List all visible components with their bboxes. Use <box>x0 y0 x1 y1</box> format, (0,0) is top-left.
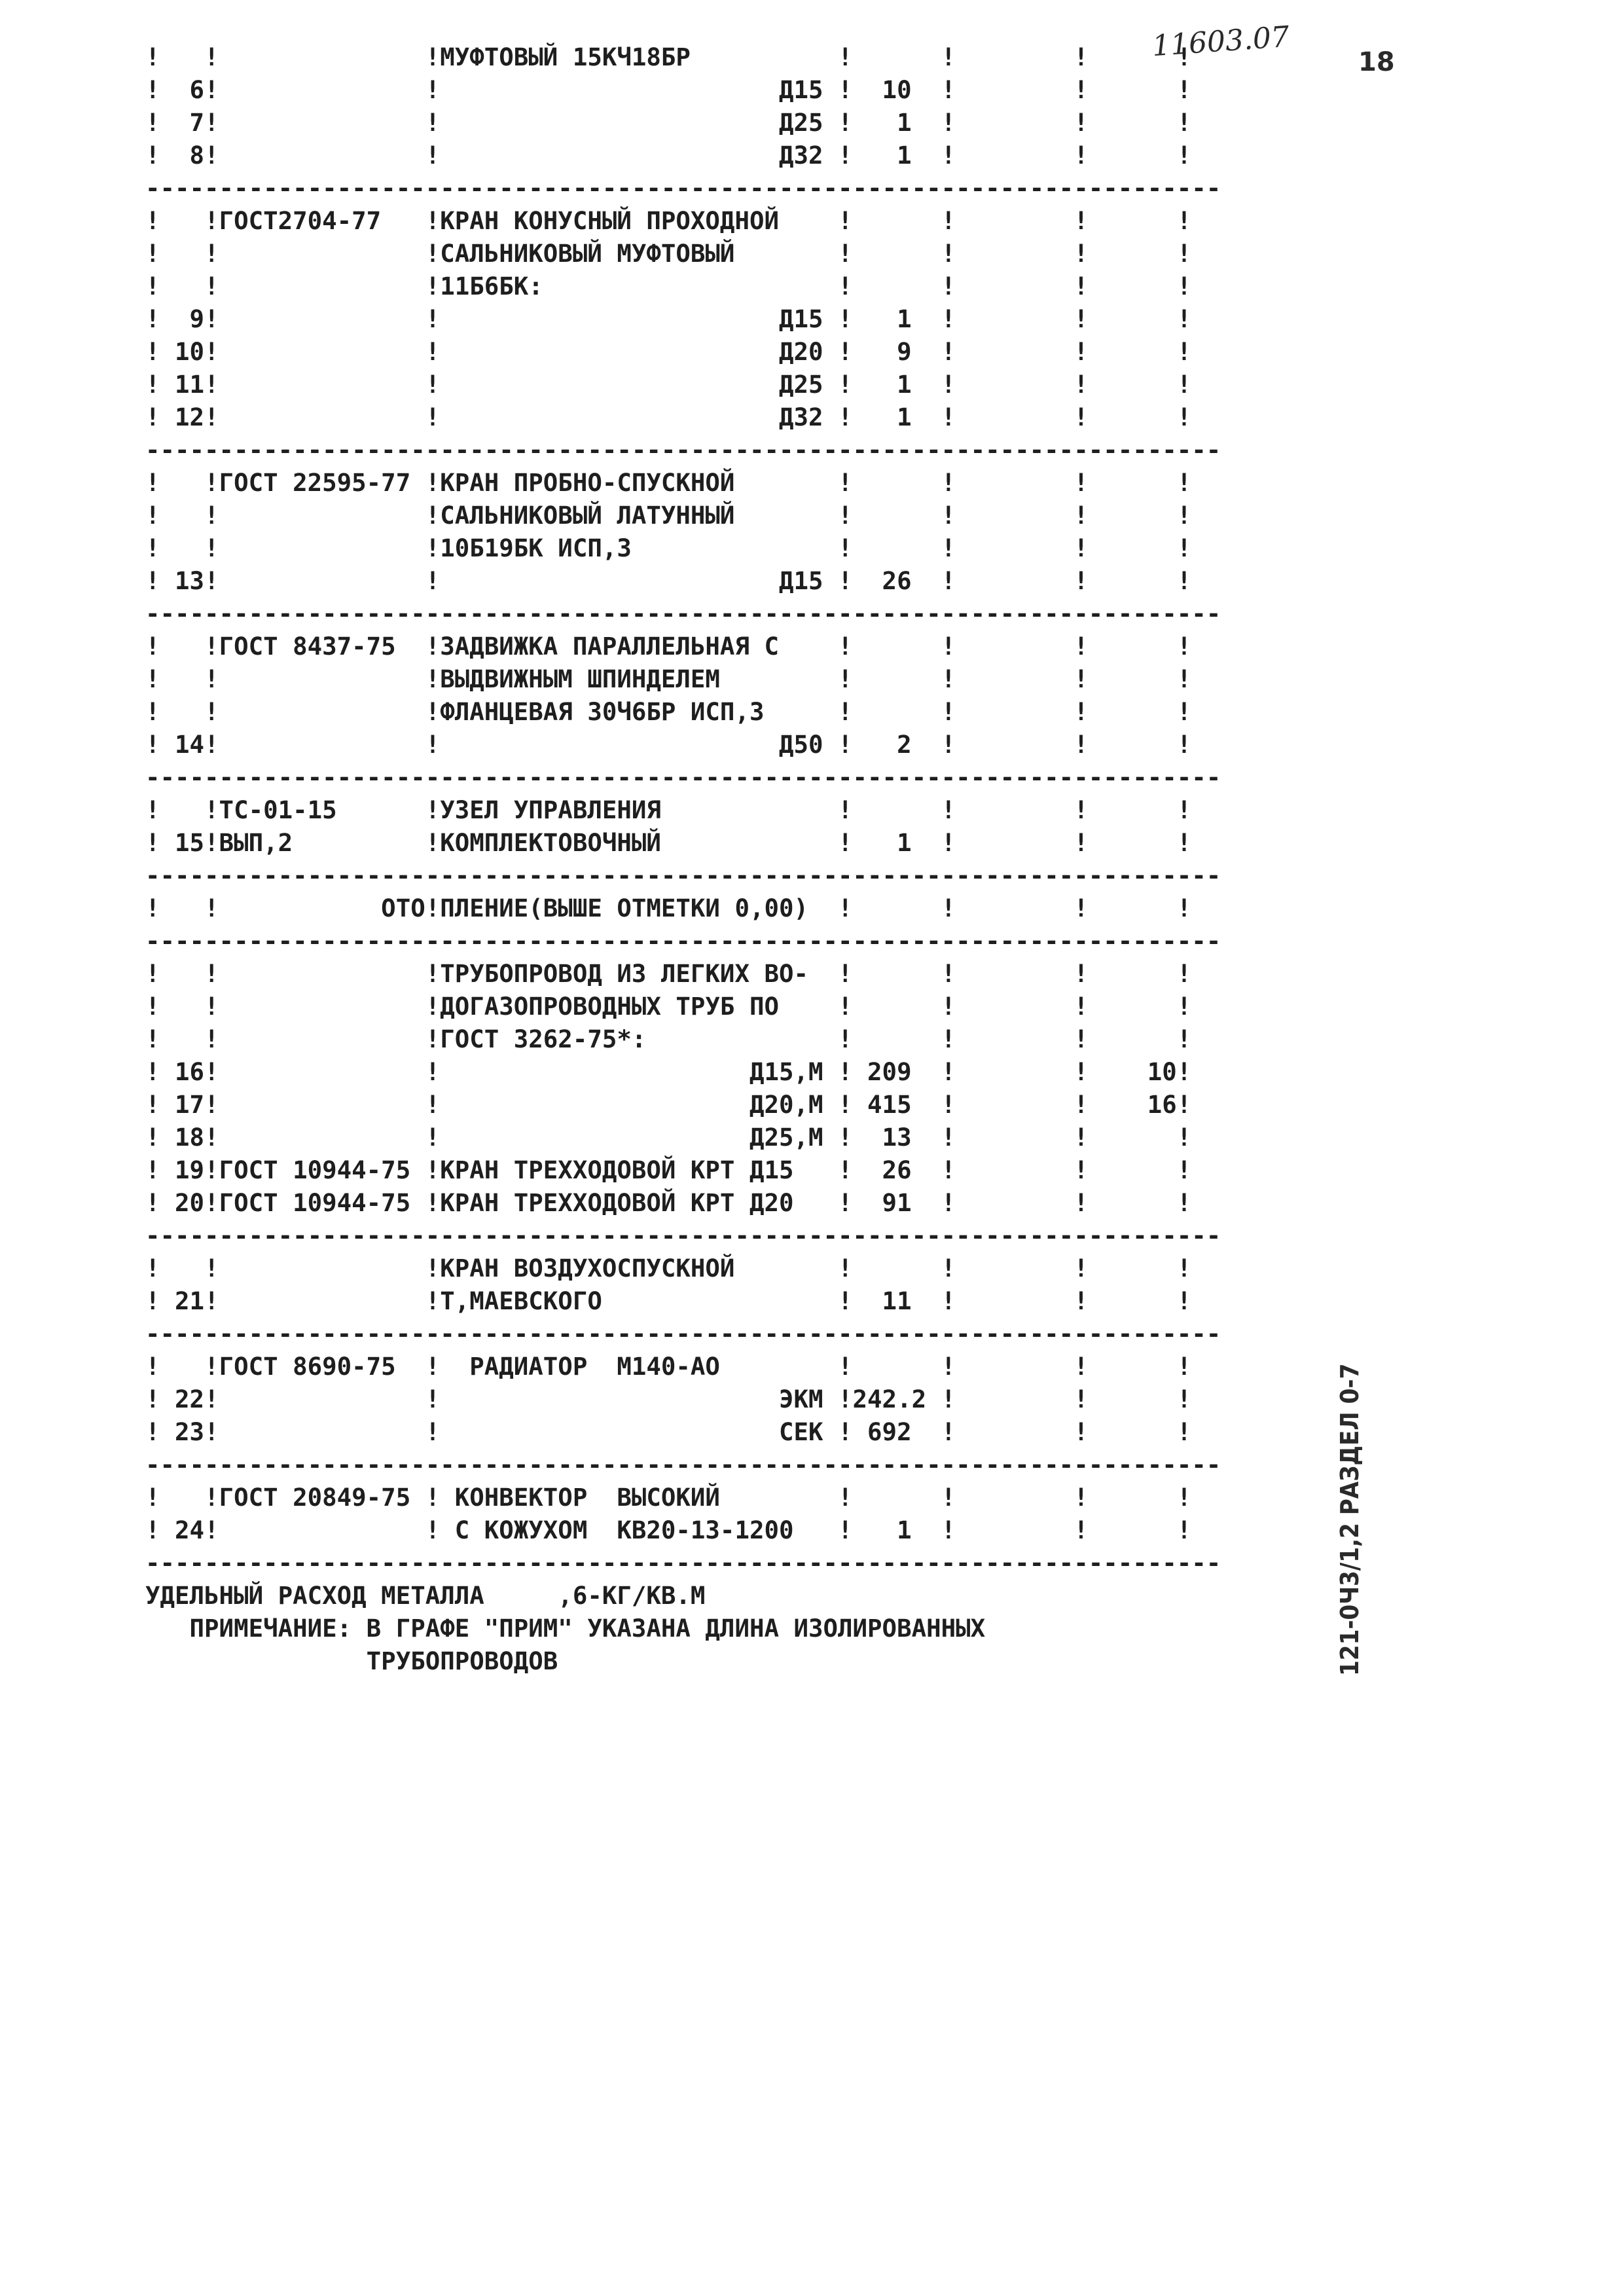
table-divider: ------------------------------------------------------------------------- <box>145 173 1221 202</box>
table-line: ! 23! ! СЕК ! 692 ! ! ! <box>145 1417 1192 1446</box>
table-divider: ------------------------------------------------------------------------- <box>145 926 1221 955</box>
table-line: ! ! !11Б6БК: ! ! ! ! <box>145 272 1192 300</box>
footnote: ПРИМЕЧАНИЕ: В ГРАФЕ "ПРИМ" УКАЗАНА ДЛИНА ИЗОЛИРОВАННЫХ <box>145 1614 986 1643</box>
table-line: ! 10! ! Д20 ! 9 ! ! ! <box>145 337 1192 366</box>
table-line: ! !ГОСТ 22595-77 !КРАН ПРОБНО-СПУСКНОЙ ! ! ! ! <box>145 468 1192 497</box>
table-line: ! 9! ! Д15 ! 1 ! ! ! <box>145 304 1192 333</box>
table-line: ! ! !ДОГАЗОПРОВОДНЫХ ТРУБ ПО ! ! ! ! <box>145 992 1192 1021</box>
table-divider: ------------------------------------------------------------------------- <box>145 861 1221 890</box>
footnote-continuation: ТРУБОПРОВОДОВ <box>145 1647 558 1675</box>
side-stamp: 121-0Ч3/1,2 РАЗДЕЛ 0-7 <box>1335 1363 1364 1676</box>
table-line: ! ! !ВЫДВИЖНЫМ ШПИНДЕЛЕМ ! ! ! ! <box>145 664 1192 693</box>
table-divider: ------------------------------------------------------------------------- <box>145 1221 1221 1250</box>
table-divider: ------------------------------------------------------------------------- <box>145 763 1221 792</box>
table-line: ! ! !ГОСТ 3262-75*: ! ! ! ! <box>145 1025 1192 1053</box>
table-line: ! 15!ВЫП,2 !КОМПЛЕКТОВОЧНЫЙ ! 1 ! ! ! <box>145 828 1192 857</box>
table-line: ! 18! ! Д25,М ! 13 ! ! ! <box>145 1123 1192 1152</box>
table-line: ! 13! ! Д15 ! 26 ! ! ! <box>145 566 1192 595</box>
section-heading: ! ! ОТО!ПЛЕНИЕ(ВЫШЕ ОТМЕТКИ 0,00) ! ! ! ! <box>145 894 1192 922</box>
handwritten-code: 11603.07 <box>1151 20 1291 64</box>
table-divider: ------------------------------------------------------------------------- <box>145 599 1221 628</box>
metal-consumption-note: УДЕЛЬНЫЙ РАСХОД МЕТАЛЛА ,6-КГ/КВ.М <box>145 1581 706 1610</box>
table-line: ! ! !САЛЬНИКОВЫЙ ЛАТУННЫЙ ! ! ! ! <box>145 501 1192 530</box>
table-line: ! 16! ! Д15,М ! 209 ! ! 10! <box>145 1057 1192 1086</box>
table-line: ! 22! ! ЭКМ !242.2 ! ! ! <box>145 1385 1192 1413</box>
table-line: ! ! !МУФТОВЫЙ 15КЧ18БР ! ! ! ! <box>145 43 1192 71</box>
table-line: ! !ГОСТ 8690-75 ! РАДИАТОР М140-АО ! ! ! ! <box>145 1352 1192 1381</box>
table-line: ! 12! ! Д32 ! 1 ! ! ! <box>145 403 1192 431</box>
table-line: ! !ГОСТ2704-77 !КРАН КОНУСНЫЙ ПРОХОДНОЙ ! ! ! ! <box>145 206 1192 235</box>
table-line: ! 24! ! С КОЖУХОМ КВ20-13-1200 ! 1 ! ! ! <box>145 1516 1192 1544</box>
table-line: ! 19!ГОСТ 10944-75 !КРАН ТРЕХХОДОВОЙ КРТ Д15 ! 26 ! ! ! <box>145 1156 1192 1184</box>
table-line: ! !ТС-01-15 !УЗЕЛ УПРАВЛЕНИЯ ! ! ! ! <box>145 795 1192 824</box>
table-line: ! ! !КРАН ВОЗДУХОСПУСКНОЙ ! ! ! ! <box>145 1254 1192 1283</box>
table-line: ! 8! ! Д32 ! 1 ! ! ! <box>145 141 1192 170</box>
table-line: ! 6! ! Д15 ! 10 ! ! ! <box>145 75 1192 104</box>
table-line: ! ! !САЛЬНИКОВЫЙ МУФТОВЫЙ ! ! ! ! <box>145 239 1192 268</box>
table-line: ! ! !ФЛАНЦЕВАЯ 30Ч6БР ИСП,3 ! ! ! ! <box>145 697 1192 726</box>
table-line: ! 7! ! Д25 ! 1 ! ! ! <box>145 108 1192 137</box>
table-line: ! !ГОСТ 20849-75 ! КОНВЕКТОР ВЫСОКИЙ ! ! ! ! <box>145 1483 1192 1512</box>
table-divider: ------------------------------------------------------------------------- <box>145 1548 1221 1577</box>
table-line: ! !ГОСТ 8437-75 !ЗАДВИЖКА ПАРАЛЛЕЛЬНАЯ С ! ! ! ! <box>145 632 1192 661</box>
table-line: ! 17! ! Д20,М ! 415 ! ! 16! <box>145 1090 1192 1119</box>
table-divider: ------------------------------------------------------------------------- <box>145 1450 1221 1479</box>
table-divider: ------------------------------------------------------------------------- <box>145 435 1221 464</box>
table-line: ! 20!ГОСТ 10944-75 !КРАН ТРЕХХОДОВОЙ КРТ Д20 ! 91 ! ! ! <box>145 1188 1192 1217</box>
table-line: ! ! !ТРУБОПРОВОД ИЗ ЛЕГКИХ ВО- ! ! ! ! <box>145 959 1192 988</box>
table-line: ! ! !10Б19БК ИСП,3 ! ! ! ! <box>145 534 1192 562</box>
page-number: 18 <box>1358 47 1395 77</box>
table-divider: ------------------------------------------------------------------------- <box>145 1319 1221 1348</box>
table-line: ! 14! ! Д50 ! 2 ! ! ! <box>145 730 1192 759</box>
table-line: ! 11! ! Д25 ! 1 ! ! ! <box>145 370 1192 399</box>
table-line: ! 21! !Т,МАЕВСКОГО ! 11 ! ! ! <box>145 1286 1192 1315</box>
